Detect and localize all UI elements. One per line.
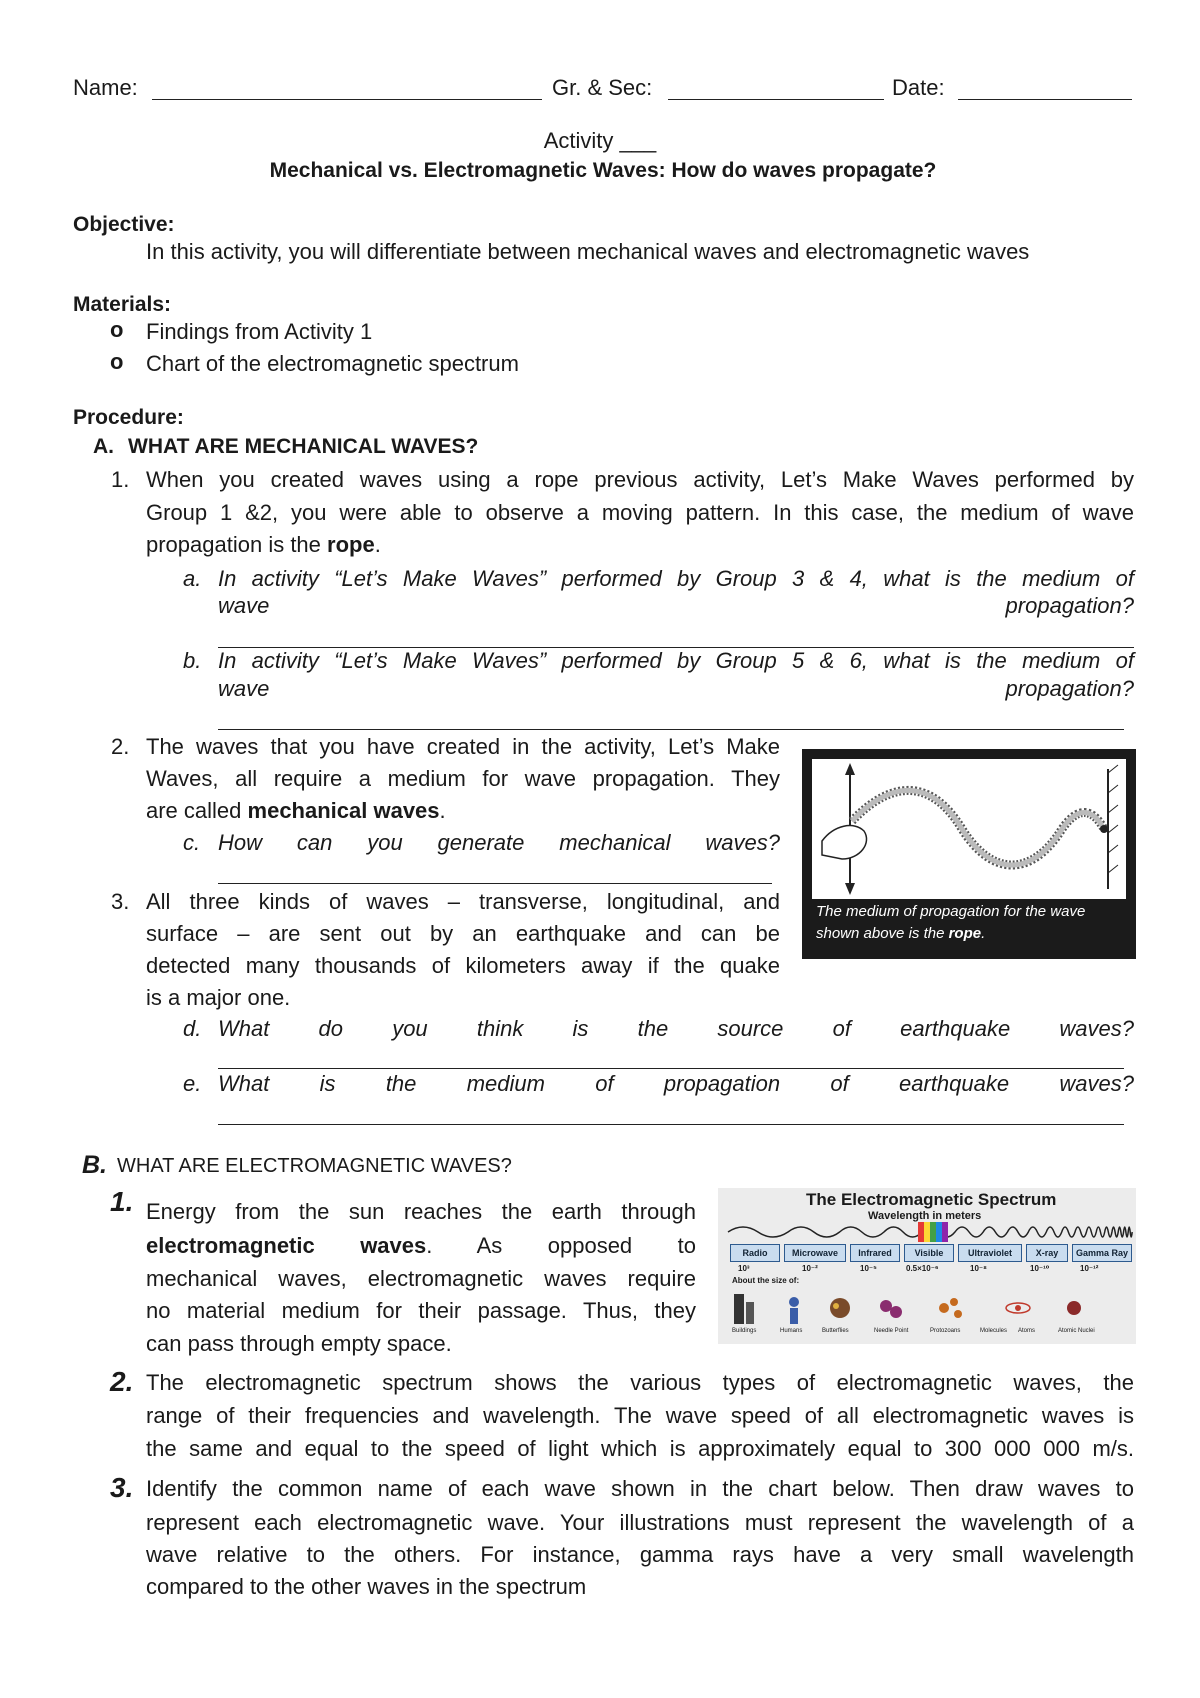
- materials-item: Chart of the electromagnetic spectrum: [146, 351, 519, 376]
- em-spectrum-figure: [718, 1188, 1136, 1344]
- object-label: Needle Point: [874, 1328, 909, 1334]
- question-b-text: wave: [218, 676, 270, 701]
- question-a-text: propagation?: [1005, 593, 1134, 618]
- a3-line: All three kinds of waves – transverse, longitudinal, and: [146, 889, 780, 914]
- b1-line: no material medium for their passage. Thus, they: [146, 1298, 696, 1323]
- b3-line: compared to the other waves in the spectrum: [146, 1574, 587, 1599]
- band-infrared: Infrared: [850, 1244, 900, 1262]
- question-b-text: propagation?: [1005, 676, 1134, 701]
- item-number: 2.: [111, 734, 130, 759]
- b3-line: Identify the common name of each wave shown in the chart below. Then draw waves to: [146, 1476, 1134, 1501]
- question-letter: b.: [183, 648, 202, 673]
- date-label: Date:: [892, 75, 945, 100]
- wavelength-label: 10³: [738, 1264, 750, 1273]
- question-letter: e.: [183, 1071, 202, 1096]
- grsec-label: Gr. & Sec:: [552, 75, 653, 100]
- rope-figure-caption: The medium of propagation for the wave shown above is the rope.: [816, 903, 1086, 942]
- item-number: 1.: [111, 467, 130, 492]
- object-label: Humans: [780, 1328, 803, 1334]
- question-letter: a.: [183, 566, 202, 591]
- a3-line: is a major one.: [146, 985, 291, 1010]
- spectrum-title: The Electromagnetic Spectrum: [806, 1190, 1057, 1209]
- wavelength-label: 10⁻¹²: [1080, 1264, 1099, 1273]
- band-radio: Radio: [730, 1244, 780, 1262]
- rope-wave-figure: [802, 749, 1136, 959]
- name-blank[interactable]: [152, 99, 542, 100]
- object-label: Atomic Nuclei: [1058, 1328, 1095, 1334]
- activity-title: Mechanical vs. Electromagnetic Waves: How do waves propagate?: [269, 159, 937, 182]
- object-label: Molecules: [980, 1328, 1008, 1334]
- b1-line: mechanical waves, electromagnetic waves require: [146, 1266, 696, 1291]
- procedure-heading: Procedure:: [73, 406, 184, 429]
- a1-line: Group 1 &2, you were able to observe a moving pattern. In this case, the medium of wave: [146, 500, 1134, 525]
- materials-heading: Materials:: [73, 293, 172, 316]
- b1-line: electromagnetic waves. As opposed to: [146, 1233, 696, 1258]
- a2-line: Waves, all require a medium for wave propagation. They: [146, 766, 780, 791]
- b2-line: The electromagnetic spectrum shows the various types of electromagnetic waves, the: [146, 1370, 1134, 1395]
- b1-line: can pass through empty space.: [146, 1331, 452, 1356]
- object-label: Butterflies: [822, 1328, 849, 1334]
- b3-line: represent each electromagnetic wave. Your illustrations must represent the wavelength of a: [146, 1510, 1134, 1535]
- band-gamma: Gamma Ray: [1072, 1244, 1132, 1262]
- band-visible: Visible: [904, 1244, 954, 1262]
- question-c-text: How can you generate mechanical waves?: [218, 830, 780, 855]
- section-a-label: A.: [93, 435, 114, 458]
- item-number: 1.: [110, 1186, 134, 1217]
- object-label: Buildings: [732, 1328, 757, 1334]
- a2-line: are called mechanical waves.: [146, 798, 446, 823]
- bullet-icon: o: [110, 349, 124, 374]
- spectrum-subtitle: Wavelength in meters: [868, 1210, 982, 1222]
- b2-line: range of their frequencies and wavelength. The wave speed of all electromagnetic waves is: [146, 1403, 1134, 1428]
- objective-text: In this activity, you will differentiate between mechanical waves and electromagnetic waves: [146, 239, 1030, 264]
- b1-line: Energy from the sun reaches the earth through: [146, 1199, 696, 1224]
- section-b-title: WHAT ARE ELECTROMAGNETIC WAVES?: [117, 1155, 512, 1177]
- about-size-label: About the size of:: [732, 1276, 800, 1285]
- question-letter: d.: [183, 1016, 202, 1041]
- item-number: 2.: [110, 1366, 134, 1397]
- answer-line-c[interactable]: [218, 883, 772, 884]
- materials-item: Findings from Activity 1: [146, 319, 373, 344]
- date-blank[interactable]: [958, 99, 1132, 100]
- wavelength-label: 10⁻⁸: [970, 1264, 987, 1273]
- object-label: Atoms: [1018, 1328, 1036, 1334]
- question-b-text: In activity “Let’s Make Waves” performed by Group 5 & 6, what is the medium of: [218, 648, 1134, 673]
- wavelength-label: 10⁻¹⁰: [1030, 1264, 1050, 1273]
- grsec-blank[interactable]: [668, 99, 884, 100]
- b3-line: wave relative to the others. For instance, gamma rays have a very small wavelength: [146, 1542, 1134, 1567]
- a1-line: propagation is the rope.: [146, 532, 381, 557]
- section-b-label: B.: [82, 1151, 107, 1179]
- question-d-text: What do you think is the source of earthquake waves?: [218, 1016, 1134, 1041]
- band-microwave: Microwave: [784, 1244, 846, 1262]
- rope-wave-illustration: [812, 759, 1126, 899]
- question-e-text: What is the medium of propagation of earthquake waves?: [218, 1071, 1134, 1096]
- objective-heading: Objective:: [73, 213, 175, 236]
- item-number: 3.: [110, 1472, 134, 1503]
- bullet-icon: o: [110, 317, 124, 342]
- spectrum-wave-graphic: [718, 1222, 1136, 1242]
- band-xray: X-ray: [1026, 1244, 1068, 1262]
- a1-line: When you created waves using a rope previous activity, Let’s Make Waves performed by: [146, 467, 1134, 492]
- a2-line: The waves that you have created in the activity, Let’s Make: [146, 734, 780, 759]
- section-a-title: WHAT ARE MECHANICAL WAVES?: [128, 435, 479, 458]
- a3-line: detected many thousands of kilometers away if the quake: [146, 953, 780, 978]
- answer-line-b[interactable]: [218, 729, 1124, 730]
- question-letter: c.: [183, 830, 201, 855]
- spectrum-objects-graphic: [718, 1288, 1136, 1328]
- wavelength-label: 10⁻⁵: [860, 1264, 877, 1273]
- wavelength-label: 0.5×10⁻⁶: [906, 1264, 939, 1273]
- band-ultraviolet: Ultraviolet: [958, 1244, 1022, 1262]
- a3-line: surface – are sent out by an earthquake and can be: [146, 921, 780, 946]
- activity-label: Activity ___: [543, 128, 657, 153]
- wavelength-label: 10⁻²: [802, 1264, 818, 1273]
- answer-line-e[interactable]: [218, 1124, 1124, 1125]
- question-a-text: wave: [218, 593, 270, 618]
- question-a-text: In activity “Let’s Make Waves” performed by Group 3 & 4, what is the medium of: [218, 566, 1134, 591]
- name-label: Name:: [73, 75, 138, 100]
- b2-line: the same and equal to the speed of light which is approximately equal to 300 000 000 m/s.: [146, 1436, 1134, 1461]
- object-label: Protozoans: [930, 1328, 961, 1334]
- item-number: 3.: [111, 889, 130, 914]
